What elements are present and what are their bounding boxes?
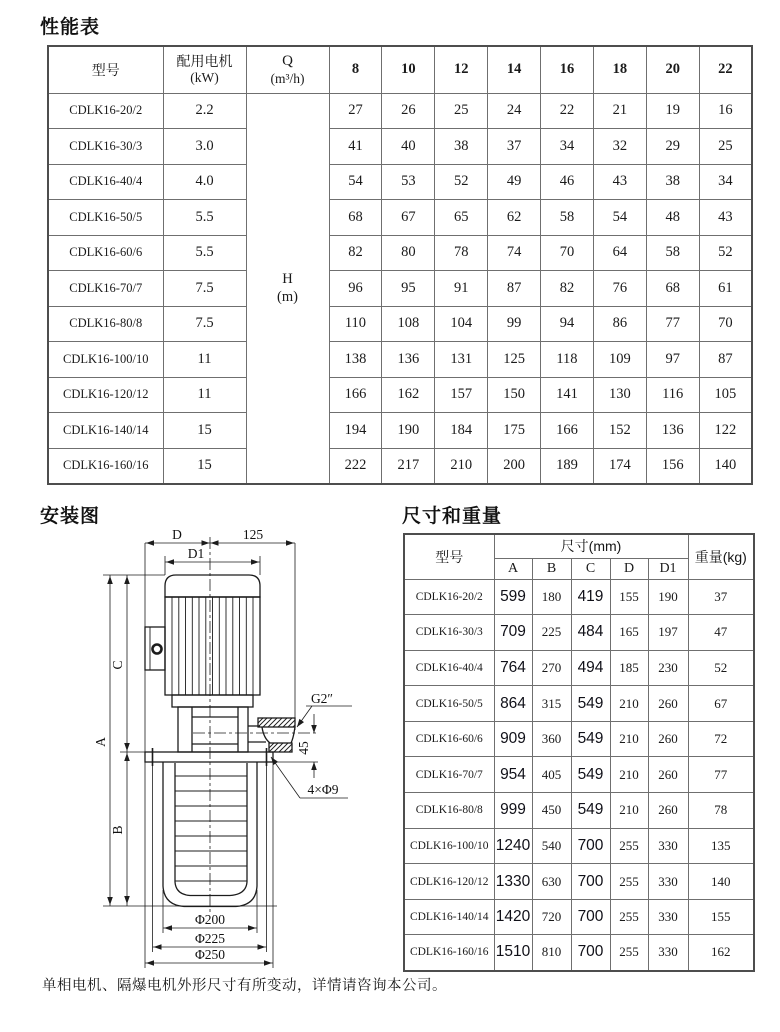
head-value-cell: 70 bbox=[699, 306, 752, 342]
dimension-lines bbox=[145, 543, 352, 963]
head-value-cell: 125 bbox=[488, 342, 541, 378]
dim-model-cell: CDLK16-80/8 bbox=[404, 793, 494, 829]
dimension-row bbox=[404, 935, 754, 971]
dim-d-cell: 255 bbox=[610, 935, 648, 971]
head-value-cell: 54 bbox=[329, 164, 382, 200]
dim-d-cell: 255 bbox=[610, 864, 648, 900]
head-value-cell: 32 bbox=[593, 129, 646, 165]
flow-unit: (m³/h) bbox=[270, 70, 305, 86]
outlet-pipe bbox=[248, 718, 295, 752]
flow-header-cell: 20 bbox=[646, 46, 699, 93]
head-value-cell: 116 bbox=[646, 377, 699, 413]
head-value-cell: 27 bbox=[329, 93, 382, 129]
head-value-cell: 67 bbox=[382, 200, 435, 236]
head-value-cell: 138 bbox=[329, 342, 382, 378]
head-value-cell: 174 bbox=[593, 448, 646, 484]
dim-b-cell: 630 bbox=[532, 864, 571, 900]
head-value-cell: 37 bbox=[488, 129, 541, 165]
motor-ribs bbox=[172, 597, 253, 695]
motor-kw-cell: 5.5 bbox=[163, 200, 246, 236]
dimension-row bbox=[404, 579, 754, 615]
head-value-cell: 41 bbox=[329, 129, 382, 165]
motor-kw-cell: 2.2 bbox=[163, 93, 246, 129]
dim-model-cell: CDLK16-70/7 bbox=[404, 757, 494, 793]
head-value-cell: 86 bbox=[593, 306, 646, 342]
motor-flange bbox=[172, 695, 253, 707]
head-value-cell: 94 bbox=[541, 306, 594, 342]
dim-a-cell: 764 bbox=[494, 650, 532, 686]
head-value-cell: 48 bbox=[646, 200, 699, 236]
head-unit-merged-cell bbox=[246, 93, 329, 484]
dim-c-cell: 419 bbox=[571, 579, 610, 615]
dim-label-d1: D1 bbox=[187, 546, 205, 561]
head-value-cell: 49 bbox=[488, 164, 541, 200]
performance-row bbox=[48, 271, 752, 307]
head-unit: (m) bbox=[277, 289, 298, 305]
flow-symbol: Q bbox=[282, 52, 293, 69]
head-value-cell: 58 bbox=[541, 200, 594, 236]
performance-row bbox=[48, 448, 752, 484]
dimension-row bbox=[404, 615, 754, 651]
head-value-cell: 58 bbox=[646, 235, 699, 271]
head-value-cell: 157 bbox=[435, 377, 488, 413]
head-value-cell: 76 bbox=[593, 271, 646, 307]
head-value-cell: 40 bbox=[382, 129, 435, 165]
dim-weight-cell: 67 bbox=[688, 686, 754, 722]
head-value-cell: 24 bbox=[488, 93, 541, 129]
dim-weight-cell: 37 bbox=[688, 579, 754, 615]
dim-c-cell: 549 bbox=[571, 686, 610, 722]
head-value-cell: 68 bbox=[329, 200, 382, 236]
head-value-cell: 210 bbox=[435, 448, 488, 484]
dim-a-cell: 599 bbox=[494, 579, 532, 615]
dim-label-c: C bbox=[110, 660, 125, 670]
head-value-cell: 194 bbox=[329, 413, 382, 449]
head-value-cell: 95 bbox=[382, 271, 435, 307]
motor-kw-cell: 3.0 bbox=[163, 129, 246, 165]
flow-header-cell: 18 bbox=[593, 46, 646, 93]
head-value-cell: 91 bbox=[435, 271, 488, 307]
dimensions-header-row bbox=[404, 534, 754, 558]
performance-row bbox=[48, 129, 752, 165]
dim-model-cell: CDLK16-120/12 bbox=[404, 864, 494, 900]
dim-model-cell: CDLK16-160/16 bbox=[404, 935, 494, 971]
dim-a-cell: 999 bbox=[494, 793, 532, 829]
head-value-cell: 217 bbox=[382, 448, 435, 484]
flow-header-cell: 8 bbox=[329, 46, 382, 93]
dim-b-cell: 360 bbox=[532, 721, 571, 757]
head-value-cell: 22 bbox=[541, 93, 594, 129]
thread-label-g2: G2″ bbox=[310, 691, 334, 706]
dimension-row bbox=[404, 828, 754, 864]
performance-row bbox=[48, 413, 752, 449]
head-value-cell: 16 bbox=[699, 93, 752, 129]
size-column-header: C bbox=[571, 558, 610, 579]
size-column-header: D1 bbox=[648, 558, 688, 579]
dim-model-cell: CDLK16-60/6 bbox=[404, 721, 494, 757]
model-cell: CDLK16-30/3 bbox=[48, 129, 163, 165]
head-value-cell: 34 bbox=[699, 164, 752, 200]
dim-d-cell: 210 bbox=[610, 721, 648, 757]
head-value-cell: 136 bbox=[382, 342, 435, 378]
model-cell: CDLK16-120/12 bbox=[48, 377, 163, 413]
dim-b-cell: 810 bbox=[532, 935, 571, 971]
dim-d1-cell: 330 bbox=[648, 828, 688, 864]
dim-d-cell: 185 bbox=[610, 650, 648, 686]
head-value-cell: 130 bbox=[593, 377, 646, 413]
head-value-cell: 64 bbox=[593, 235, 646, 271]
head-value-cell: 82 bbox=[329, 235, 382, 271]
head-value-cell: 189 bbox=[541, 448, 594, 484]
head-value-cell: 166 bbox=[329, 377, 382, 413]
motor-unit: (kW) bbox=[190, 70, 219, 86]
dim-label-125: 125 bbox=[242, 527, 264, 542]
dim-model-cell: CDLK16-100/10 bbox=[404, 828, 494, 864]
flange-hatching bbox=[258, 718, 295, 727]
head-value-cell: 184 bbox=[435, 413, 488, 449]
stage-lines bbox=[175, 776, 247, 881]
dim-a-cell: 954 bbox=[494, 757, 532, 793]
column-header-flow bbox=[246, 46, 329, 93]
dimensions-table bbox=[403, 533, 755, 972]
head-value-cell: 19 bbox=[646, 93, 699, 129]
head-value-cell: 175 bbox=[488, 413, 541, 449]
flow-header-cell: 10 bbox=[382, 46, 435, 93]
performance-row bbox=[48, 306, 752, 342]
dim-c-cell: 549 bbox=[571, 793, 610, 829]
head-value-cell: 68 bbox=[646, 271, 699, 307]
dim-model-cell: CDLK16-140/14 bbox=[404, 899, 494, 935]
pump-head bbox=[178, 707, 248, 752]
dim-weight-cell: 47 bbox=[688, 615, 754, 651]
dim-c-cell: 700 bbox=[571, 935, 610, 971]
cup-hatching bbox=[269, 743, 292, 752]
motor-kw-cell: 5.5 bbox=[163, 235, 246, 271]
head-value-cell: 87 bbox=[488, 271, 541, 307]
dim-d1-cell: 190 bbox=[648, 579, 688, 615]
dimension-row bbox=[404, 757, 754, 793]
flow-header-cell: 14 bbox=[488, 46, 541, 93]
head-value-cell: 65 bbox=[435, 200, 488, 236]
dimension-row bbox=[404, 721, 754, 757]
head-value-cell: 97 bbox=[646, 342, 699, 378]
head-symbol: H bbox=[282, 270, 293, 287]
head-value-cell: 162 bbox=[382, 377, 435, 413]
dimension-arrows bbox=[107, 540, 317, 966]
dim-d1-cell: 330 bbox=[648, 935, 688, 971]
dim-label-phi200: Φ200 bbox=[194, 912, 226, 927]
head-value-cell: 109 bbox=[593, 342, 646, 378]
model-cell: CDLK16-20/2 bbox=[48, 93, 163, 129]
head-value-cell: 150 bbox=[488, 377, 541, 413]
performance-header-row bbox=[48, 46, 752, 93]
dim-c-cell: 700 bbox=[571, 899, 610, 935]
dim-b-cell: 180 bbox=[532, 579, 571, 615]
motor-kw-cell: 7.5 bbox=[163, 271, 246, 307]
head-value-cell: 25 bbox=[699, 129, 752, 165]
head-value-cell: 118 bbox=[541, 342, 594, 378]
dim-a-cell: 909 bbox=[494, 721, 532, 757]
head-value-cell: 104 bbox=[435, 306, 488, 342]
model-cell: CDLK16-160/16 bbox=[48, 448, 163, 484]
dim-d-cell: 255 bbox=[610, 828, 648, 864]
mounting-plate bbox=[145, 748, 273, 766]
head-value-cell: 141 bbox=[541, 377, 594, 413]
dim-d1-cell: 260 bbox=[648, 757, 688, 793]
head-value-cell: 46 bbox=[541, 164, 594, 200]
dim-c-cell: 700 bbox=[571, 864, 610, 900]
extension-lines bbox=[103, 543, 318, 968]
dim-weight-cell: 162 bbox=[688, 935, 754, 971]
dim-label-b: B bbox=[110, 825, 125, 835]
head-value-cell: 96 bbox=[329, 271, 382, 307]
column-header-motor bbox=[163, 46, 246, 93]
dim-b-cell: 540 bbox=[532, 828, 571, 864]
model-cell: CDLK16-50/5 bbox=[48, 200, 163, 236]
dim-d1-cell: 260 bbox=[648, 721, 688, 757]
performance-row bbox=[48, 342, 752, 378]
head-value-cell: 61 bbox=[699, 271, 752, 307]
installation-diagram-title: 安装图 bbox=[40, 506, 101, 527]
head-value-cell: 74 bbox=[488, 235, 541, 271]
performance-row bbox=[48, 377, 752, 413]
model-cell: CDLK16-40/4 bbox=[48, 164, 163, 200]
dim-model-cell: CDLK16-40/4 bbox=[404, 650, 494, 686]
terminal-box bbox=[145, 627, 165, 670]
dim-weight-cell: 72 bbox=[688, 721, 754, 757]
dim-d-cell: 210 bbox=[610, 757, 648, 793]
head-value-cell: 110 bbox=[329, 306, 382, 342]
head-value-cell: 87 bbox=[699, 342, 752, 378]
motor-kw-cell: 7.5 bbox=[163, 306, 246, 342]
head-value-cell: 80 bbox=[382, 235, 435, 271]
dim-label-d: D bbox=[172, 527, 182, 542]
head-value-cell: 166 bbox=[541, 413, 594, 449]
dim-model-cell: CDLK16-30/3 bbox=[404, 615, 494, 651]
dim-model-cell: CDLK16-20/2 bbox=[404, 579, 494, 615]
model-cell: CDLK16-60/6 bbox=[48, 235, 163, 271]
motor-kw-cell: 4.0 bbox=[163, 164, 246, 200]
dim-d1-cell: 260 bbox=[648, 686, 688, 722]
dim-label-a: A bbox=[93, 737, 108, 747]
head-value-cell: 43 bbox=[593, 164, 646, 200]
dim-b-cell: 450 bbox=[532, 793, 571, 829]
head-value-cell: 54 bbox=[593, 200, 646, 236]
size-column-header: D bbox=[610, 558, 648, 579]
dim-a-cell: 1240 bbox=[494, 828, 532, 864]
motor-outline bbox=[165, 575, 260, 707]
dim-weight-cell: 77 bbox=[688, 757, 754, 793]
dimension-row bbox=[404, 650, 754, 686]
dimension-row bbox=[404, 793, 754, 829]
column-header-model: 型号 bbox=[48, 46, 163, 93]
head-value-cell: 190 bbox=[382, 413, 435, 449]
column-header-weight: 重量(kg) bbox=[688, 534, 754, 579]
dim-c-cell: 549 bbox=[571, 757, 610, 793]
performance-table-title: 性能表 bbox=[40, 17, 101, 38]
dim-d1-cell: 197 bbox=[648, 615, 688, 651]
performance-row bbox=[48, 164, 752, 200]
center-lines bbox=[193, 537, 318, 914]
dim-d1-cell: 230 bbox=[648, 650, 688, 686]
dim-weight-cell: 52 bbox=[688, 650, 754, 686]
column-header-size: 尺寸(mm) bbox=[494, 534, 688, 558]
dim-d-cell: 210 bbox=[610, 686, 648, 722]
dimension-row bbox=[404, 864, 754, 900]
model-cell: CDLK16-100/10 bbox=[48, 342, 163, 378]
dim-b-cell: 225 bbox=[532, 615, 571, 651]
performance-row bbox=[48, 200, 752, 236]
column-header-model: 型号 bbox=[404, 534, 494, 579]
flow-header-cell: 12 bbox=[435, 46, 488, 93]
dimensions-table-title: 尺寸和重量 bbox=[402, 506, 503, 527]
dim-b-cell: 405 bbox=[532, 757, 571, 793]
head-value-cell: 70 bbox=[541, 235, 594, 271]
size-column-header: B bbox=[532, 558, 571, 579]
model-cell: CDLK16-140/14 bbox=[48, 413, 163, 449]
head-value-cell: 52 bbox=[699, 235, 752, 271]
head-value-cell: 26 bbox=[382, 93, 435, 129]
performance-row bbox=[48, 235, 752, 271]
head-value-cell: 62 bbox=[488, 200, 541, 236]
head-value-cell: 222 bbox=[329, 448, 382, 484]
motor-kw-cell: 15 bbox=[163, 413, 246, 449]
bolt-holes-label: 4×Φ9 bbox=[307, 782, 339, 797]
performance-row bbox=[48, 93, 752, 129]
head-value-cell: 34 bbox=[541, 129, 594, 165]
motor-kw-cell: 11 bbox=[163, 377, 246, 413]
dim-d-cell: 255 bbox=[610, 899, 648, 935]
dim-weight-cell: 155 bbox=[688, 899, 754, 935]
head-value-cell: 53 bbox=[382, 164, 435, 200]
head-value-cell: 131 bbox=[435, 342, 488, 378]
dim-b-cell: 315 bbox=[532, 686, 571, 722]
dim-weight-cell: 135 bbox=[688, 828, 754, 864]
dim-label-45: 45 bbox=[296, 741, 311, 755]
head-value-cell: 99 bbox=[488, 306, 541, 342]
dim-d1-cell: 330 bbox=[648, 864, 688, 900]
dim-a-cell: 1330 bbox=[494, 864, 532, 900]
head-value-cell: 78 bbox=[435, 235, 488, 271]
performance-table bbox=[47, 45, 753, 485]
dim-a-cell: 1420 bbox=[494, 899, 532, 935]
dim-model-cell: CDLK16-50/5 bbox=[404, 686, 494, 722]
dim-d-cell: 165 bbox=[610, 615, 648, 651]
head-value-cell: 52 bbox=[435, 164, 488, 200]
dim-label-phi225: Φ225 bbox=[194, 931, 226, 946]
dim-c-cell: 700 bbox=[571, 828, 610, 864]
head-value-cell: 200 bbox=[488, 448, 541, 484]
head-value-cell: 82 bbox=[541, 271, 594, 307]
dim-d1-cell: 330 bbox=[648, 899, 688, 935]
head-value-cell: 38 bbox=[435, 129, 488, 165]
head-value-cell: 122 bbox=[699, 413, 752, 449]
head-value-cell: 140 bbox=[699, 448, 752, 484]
size-column-header: A bbox=[494, 558, 532, 579]
footnote-text: 单相电机、隔爆电机外形尺寸有所变动，详情请咨询本公司。 bbox=[42, 978, 447, 994]
pump-barrel bbox=[163, 762, 257, 907]
head-value-cell: 21 bbox=[593, 93, 646, 129]
dimension-row bbox=[404, 899, 754, 935]
motor-label: 配用电机 bbox=[176, 52, 233, 69]
dim-b-cell: 720 bbox=[532, 899, 571, 935]
head-value-cell: 25 bbox=[435, 93, 488, 129]
dim-c-cell: 494 bbox=[571, 650, 610, 686]
model-cell: CDLK16-80/8 bbox=[48, 306, 163, 342]
dim-weight-cell: 140 bbox=[688, 864, 754, 900]
motor-kw-cell: 15 bbox=[163, 448, 246, 484]
head-value-cell: 152 bbox=[593, 413, 646, 449]
head-value-cell: 43 bbox=[699, 200, 752, 236]
head-value-cell: 156 bbox=[646, 448, 699, 484]
dim-a-cell: 864 bbox=[494, 686, 532, 722]
dim-b-cell: 270 bbox=[532, 650, 571, 686]
head-value-cell: 108 bbox=[382, 306, 435, 342]
dim-a-cell: 1510 bbox=[494, 935, 532, 971]
dim-a-cell: 709 bbox=[494, 615, 532, 651]
dim-c-cell: 549 bbox=[571, 721, 610, 757]
head-value-cell: 77 bbox=[646, 306, 699, 342]
dim-d-cell: 210 bbox=[610, 793, 648, 829]
dim-weight-cell: 78 bbox=[688, 793, 754, 829]
dim-label-phi250: Φ250 bbox=[194, 947, 226, 962]
motor-kw-cell: 11 bbox=[163, 342, 246, 378]
model-cell: CDLK16-70/7 bbox=[48, 271, 163, 307]
head-value-cell: 29 bbox=[646, 129, 699, 165]
head-value-cell: 38 bbox=[646, 164, 699, 200]
cable-entry-icon bbox=[153, 645, 162, 654]
dim-d-cell: 155 bbox=[610, 579, 648, 615]
flow-header-cell: 22 bbox=[699, 46, 752, 93]
dimension-row bbox=[404, 686, 754, 722]
head-value-cell: 136 bbox=[646, 413, 699, 449]
dim-c-cell: 484 bbox=[571, 615, 610, 651]
head-value-cell: 105 bbox=[699, 377, 752, 413]
dim-d1-cell: 260 bbox=[648, 793, 688, 829]
flow-header-cell: 16 bbox=[541, 46, 594, 93]
